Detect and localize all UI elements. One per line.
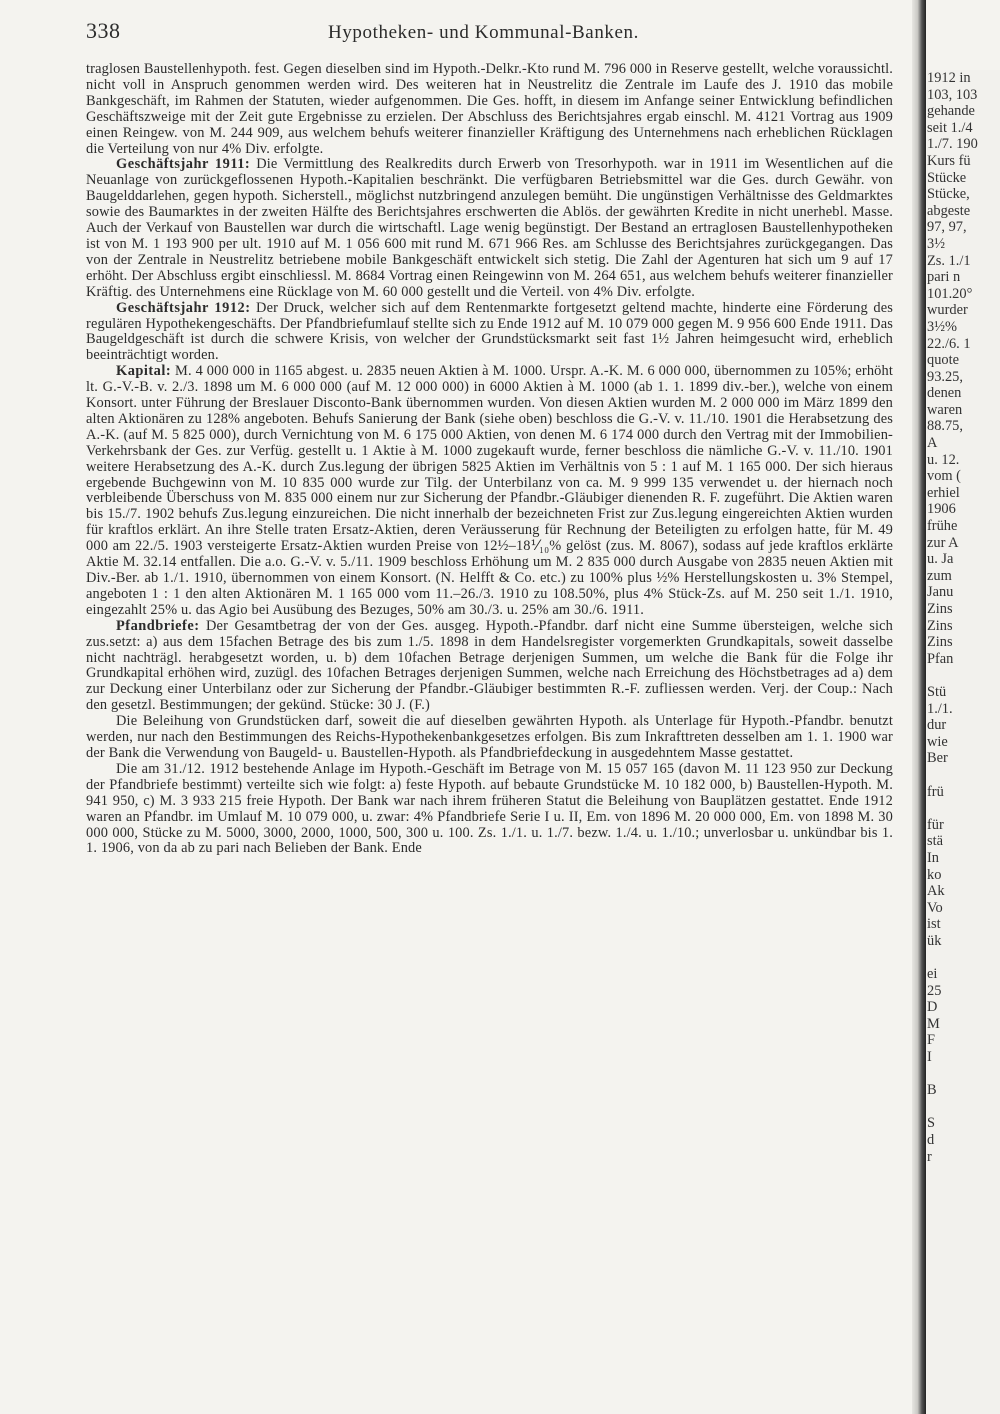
- facing-page-fragment: gehande: [927, 103, 975, 120]
- paragraph-2: [86, 157, 893, 300]
- paragraph-3: [86, 301, 893, 365]
- facing-page-fragment: seit 1./4: [927, 119, 973, 136]
- facing-page-fragment: u. 12.: [927, 451, 960, 468]
- facing-page-fragment: Zins: [927, 617, 953, 634]
- facing-page-fragment: [927, 1099, 1000, 1116]
- facing-page-fragment: r: [927, 1148, 932, 1165]
- facing-page-fragment: [927, 767, 1000, 784]
- facing-page-fragment: 103, 103: [927, 86, 978, 103]
- paragraph-3-lead: Geschäftsjahr 1912:: [116, 299, 251, 316]
- facing-page-fragment: zur A: [927, 534, 959, 551]
- paragraph-5-lead: Pfandbriefe:: [116, 617, 200, 634]
- facing-page-column: [927, 70, 1000, 1414]
- facing-page-fragment: ko: [927, 866, 942, 883]
- facing-page-fragment: 22./6. 1: [927, 335, 971, 352]
- facing-page-fragment: waren: [927, 401, 963, 418]
- paragraph-4: [86, 364, 893, 619]
- facing-page-fragment: [927, 800, 1000, 817]
- facing-page-fragment: denen: [927, 385, 962, 402]
- facing-page-fragment: 88.75,: [927, 418, 963, 435]
- facing-page-fragment: [927, 949, 1000, 966]
- paragraph-5: [86, 619, 893, 714]
- facing-page-fragment: 1./7. 190: [927, 136, 978, 153]
- facing-page-fragment: Ak: [927, 883, 945, 900]
- facing-page-fragment: ei: [927, 966, 938, 983]
- paragraph-1: traglosen Baustellenhypoth. fest. Gegen dieselben sind im Hypoth.-Delkr.-Kto rund M. 796 000 in Reserve gestellt, welche voraussichtl. nicht voll in Anspruch genommen werden wird. Des weiteren hat in Neustrelitz die Zentrale im Laufe des J. 1910 das mobile Bankgeschäft, im Rahmen der Statuten, wieder aufgenommen. Die Ges. hofft, in diesem im Anfange seiner Entwicklung befindlichen Geschäftszweige mit der Zeit gute Ergebnisse zu erzielen. Der Abschluss des Berichtsjahres ergab einschl. M. 4121 Vortrag aus 1909 einen Reingew. von M. 244 909, aus welchem behufs weiterer finanzieller Kräftigung des Unternehmens nach erheblichen Rücklagen die Verteilung von nur 4% Div. erfolgte.: [86, 61, 893, 157]
- facing-page-fragment: [927, 667, 1000, 684]
- facing-page-fragment: Vo: [927, 899, 943, 916]
- paragraph-4-text: M. 4 000 000 in 1165 abgest. u. 2835 neuen Aktien à M. 1000. Urspr. A.-K. M. 6 000 000, übernommen zu 105%; erhöht lt. G.-V.-B. v. 2./3. 1898 um M. 6 000 000 (auf M. 12 000 000) in 6000 Aktien à M. 1000 (ab 1. 1. 1899 div.-ber.), welche von einem Konsort. unter Führung der Breslauer Disconto-Bank übernommen wurden. Von diesen Aktien wurden M. 2 000 000 im März 1899 den alten Aktionären zu 128% angeboten. Behufs Sanierung der Bank (siehe oben) beschloss die G.-V. v. 11./10. 1901 die Herabsetzung des A.-K. (auf M. 5 825 000), durch Vernichtung von M. 6 175 000 Aktien, von denen M. 6 174 000 durch den Vertrag mit der Immobilien-Verkehrsbank der Ges. zur Verfüg. gestellt u. 1 Aktie à M. 1000 zugekauft wurde, ferner beschloss die nämliche G.-V. v. 11./10. 1901 weitere Herabsetzung des A.-K. durch Zus.legung der übrigen 5825 Aktien im Verhältnis von 5 : 1 auf M. 1 165 000. Der sich hieraus ergebende Buchgewinn von M. 10 835 000 wurde zur Tilg. der Unterbilanz von ca. M. 9 999 135 verwendet u. der hiernach noch verbleibende Überschuss von M. 835 000 einem nur zur Sicherung der Pfandbr.-Gläubiger dienenden R. F. zugeführt. Die Aktien waren bis 15./7. 1902 behufs Zus.legung einzureichen. Die nicht innerhalb der bezeichneten Frist zur Zus.legung eingereichten Aktien wurden für kraftlos erklärt. An ihre Stelle traten Ersatz-Aktien, deren Veräusserung für Rechnung der Beteiligten zu erfolgen hatte, für M. 49 000 am 22./5. 1903 versteigerte Ersatz-Aktien wurden Preise von 12½–18⅟₁₀% gelöst (zus. M. 8067), sodass auf jede kraftlos erklärte Aktie M. 32.14 entfallen. Die a.o. G.-V. v. 5./11. 1909 beschloss Erhöhung um M. 2 835 000 durch Ausgabe von 2835 neuen Aktien mit Div.-Ber. ab 1./1. 1910, übernommen von einem Konsort. (N. Helfft & Co. etc.) zu 100% plus ½% Herstellungskosten u. 3% Stempel, angeboten 1 : 1 den alten Aktionären M. 1 165 000 vom 11.–26./3. 1910 zu 108.50%, plus 4% Stück-Zs. auf M. 250 seit 1./1. 1910, eingezahlt 25% u. das Agio bei Ausübung des Bezuges, 50% am 30./3. u. 25% am 30./6. 1911.: [86, 363, 894, 618]
- book-gutter: [912, 0, 926, 1414]
- facing-page-fragment: [927, 1066, 1000, 1083]
- facing-page-fragment: Janu: [927, 584, 954, 601]
- facing-page-fragment: frühe: [927, 518, 958, 535]
- facing-page-fragment: Zins: [927, 634, 953, 651]
- facing-page-fragment: Pfan: [927, 650, 954, 667]
- facing-page-fragment: erhiel: [927, 484, 960, 501]
- facing-page-fragment: 93.25,: [927, 368, 963, 385]
- facing-page-fragment: B: [927, 1082, 937, 1099]
- facing-page-fragment: wurder: [927, 302, 968, 319]
- paragraph-7: Die am 31./12. 1912 bestehende Anlage im Hypoth.-Geschäft im Betrage von M. 15 057 165 (davon M. 11 123 950 zur Deckung der Pfandbriefe bestimmt) verteilte sich wie folgt: a) feste Hypoth. auf bebaute Grundstücke M. 10 182 000, b) Baustellen-Hypoth. M. 941 950, c) M. 3 933 215 freie Hypoth. Der Bank war nach ihrem früheren Statut die Beleihung von Bauplätzen gestattet. Ende 1912 waren an Pfandbr. im Umlauf M. 10 079 000, u. zwar: 4% Pfandbriefe Serie I u. II, Em. von 1896 M. 20 000 000, Em. von 1898 M. 30 000 000, Stücke zu M. 5000, 3000, 2000, 1000, 500, 300 u. 100. Zs. 1./1. u. 1./7. bezw. 1./4. u. 1./10.; unverlosbar u. unkündbar bis 1. 1. 1906, von da ab zu pari nach Belieben der Bank. Ende: [86, 760, 893, 857]
- facing-page-fragment: 25: [927, 982, 942, 999]
- facing-page-fragment: M: [927, 1015, 940, 1032]
- facing-page-fragment: 97, 97,: [927, 219, 967, 236]
- facing-page-fragment: vom (: [927, 468, 961, 485]
- facing-page-fragment: A: [927, 435, 938, 452]
- facing-page-fragment: 101.20°: [927, 285, 973, 302]
- paragraph-4-lead: Kapital:: [116, 363, 172, 380]
- facing-page-fragment: Zins: [927, 601, 953, 617]
- facing-page-fragment: u. Ja: [927, 551, 954, 568]
- page-number: 338: [86, 18, 121, 43]
- facing-page-fragment: wie: [927, 733, 948, 750]
- facing-page-fragment: Stü: [927, 683, 947, 700]
- paragraph-5-text: Der Gesamtbetrag der von der Ges. ausgeg. Hypoth.-Pfandbr. darf nicht eine Summe übersteigen, welche sich zus.setzt: a) aus dem 15fachen Betrage des bis zum 1./5. 1898 in dem Handelsregister vorgemerkten Grundkapitals, soweit dasselbe nicht nachträgl. herabgesetzt worden, u. b) dem 10fachen Betrage derjenigen Summen, um welche die Bank für die Folge ihr Grundkapital erhöhen wird, zuzügl. des 10fachen Betrages derjenigen Summen, welche nach Erreichung des Höchstbetrages ad a) dem zur Deckung einer Unterbilanz oder zur Sicherung der Pfandbr.-Gläubiger bestimmten R.-F. zufliessen werden. Verj. der Coup.: Nach den gesetzl. Bestimmungen; der gekünd. Stücke: 30 J. (F.): [86, 617, 893, 714]
- facing-page-fragment: ist: [927, 916, 941, 933]
- facing-page-fragment: S: [927, 1115, 936, 1132]
- facing-page-fragment: D: [927, 999, 938, 1016]
- paragraph-3-text: Der Druck, welcher sich auf dem Rentenmarkte fortgesetzt geltend machte, hinderte eine Förderung des regulären Hypothekengeschäfts. Der Pfandbriefumlauf stellte sich zu Ende 1912 auf M. 10 079 000 gegen M. 9 956 600 Ende 1911. Das Baugeldgeschäft ist durch die schwere Krisis, von welcher der Grundstücksmarkt seit fast 1½ Jahren heimgesucht wird, erheblich beeinträchtigt worden.: [86, 299, 893, 364]
- running-title: Hypotheken- und Kommunal-Banken.: [328, 22, 639, 43]
- facing-page-fragment: zum: [927, 567, 952, 584]
- main-text-column: [86, 62, 893, 857]
- facing-page-fragment: ük: [927, 932, 942, 949]
- facing-page-fragment: 1906: [927, 501, 956, 518]
- facing-page-fragment: pari n: [927, 269, 961, 286]
- paragraph-2-text: Die Vermittlung des Realkredits durch Erwerb von Tresorhypoth. war in 1911 im Wesentlichen auf die Neuanlage von zurückgeflossenen Hypoth.-Kapitalien beschränkt. Die verfügbaren Betriebsmittel war die Ges. durch Gewähr. von Baugelddarlehen, gegen hypoth. Sicherstell., möglichst nutzbringend anzulegen bemüht. Die ungünstigen Verhältnisse des Geldmarktes sowie des Baumarktes in der zweiten Hälfte des Berichtsjahres erschwerten die Ablös. der gewährten Kredite in nicht unerhebl. Masse. Auch der Verkauf von Baustellen war durch die wirtschaftl. Lage wenig begünstigt. Der Bestand an ertraglosen Baustellenhypotheken ist von M. 1 193 900 per ult. 1910 auf M. 1 056 600 mit rund M. 671 966 Res. am Schlusse des Berichtsjahres zurückgegangen. Das von der Zentrale in Neustrelitz betriebene mobile Bankgeschäft entwickelt sich stetig. Die Zahl der Agenturen hat sich um 9 auf 17 erhöht. Der Abschluss ergibt einschliessl. M. 8684 Vortrag einen Reingewinn von M. 264 651, aus welchem behufs weiterer finanzieller Kräftig. des Unternehmens eine Rücklage von M. 60 000 gestellt und die Verteil. von 4% Div. erfolgte.: [86, 156, 893, 300]
- paragraph-2-lead: Geschäftsjahr 1911:: [116, 156, 251, 173]
- facing-page-fragment: I: [927, 1049, 932, 1066]
- facing-page-fragment: Stücke,: [927, 186, 970, 203]
- facing-page-fragment: 3½%: [927, 318, 957, 335]
- facing-page-fragment: dur: [927, 717, 947, 734]
- facing-page-fragment: 1./1.: [927, 700, 953, 717]
- facing-page-fragment: In: [927, 849, 939, 866]
- paragraph-6: Die Beleihung von Grundstücken darf, soweit die auf dieselben gewährten Hypoth. als Unterlage für Hypoth.-Pfandbr. benutzt werden, nur nach den Bestimmungen des Reichs-Hypothekenbankgesetzes erfolgen. Bis zum Inkrafttreten desselben am 1. 1. 1900 war der Bank die Verwendung von Baugeld- u. Baustellen-Hypoth. als Pfandbriefdeckung in ausgedehntem Masse gestattet.: [86, 713, 893, 761]
- facing-page-fragment: stä: [927, 833, 943, 850]
- facing-page-fragment: quote: [927, 352, 959, 369]
- facing-page-fragment: 1912 in: [927, 70, 971, 86]
- facing-page-fragment: Zs. 1./1: [927, 252, 971, 269]
- facing-page-fragment: F: [927, 1032, 936, 1049]
- facing-page-fragment: Stücke: [927, 169, 967, 186]
- facing-page-fragment: 3½: [927, 235, 945, 252]
- facing-page-fragment: d: [927, 1132, 935, 1148]
- facing-page-fragment: Kurs fü: [927, 152, 971, 169]
- facing-page-fragment: frü: [927, 783, 944, 800]
- facing-page-fragment: Ber: [927, 750, 948, 767]
- facing-page-fragment: abgeste: [927, 202, 971, 219]
- facing-page-fragment: für: [927, 816, 944, 833]
